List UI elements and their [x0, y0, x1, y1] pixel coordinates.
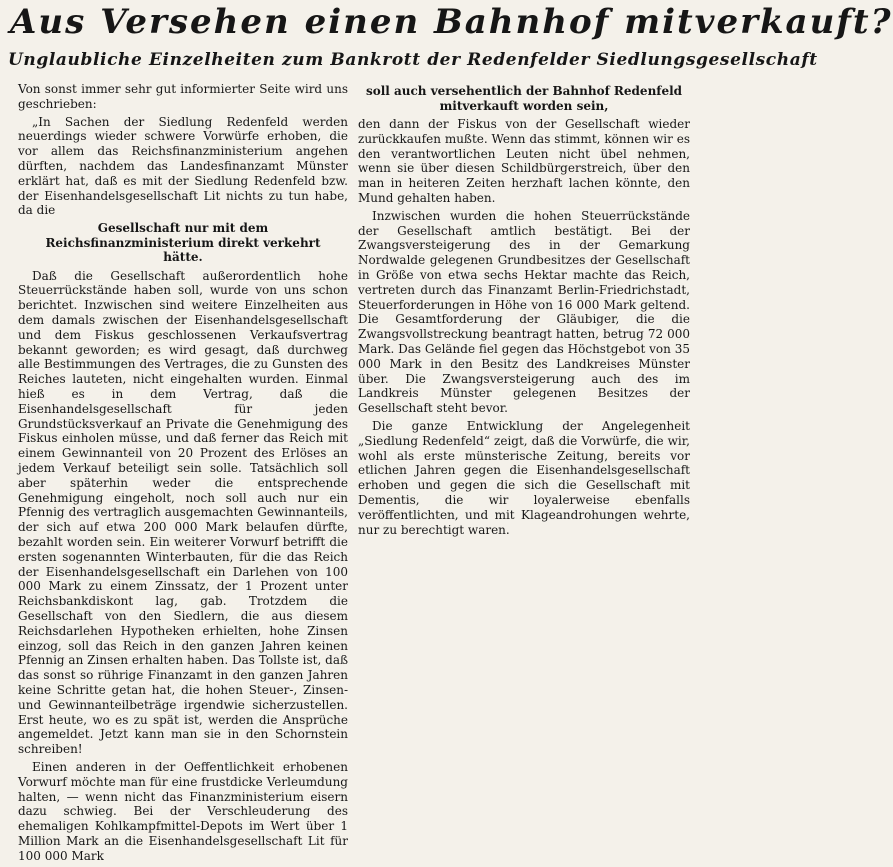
left-column	[18, 82, 348, 867]
paragraph-schildbuergerstreich: den dann der Fiskus von der Gesellschaft wieder zurückkaufen mußte. Wenn das stimmt, können wir es den verantwortlichen Leuten nicht übel nehmen, wenn sie über diesen Schildbürgerstreich, über den man in heiteren Zeiten herzhaft lachen könnte, den Mund gehalten haben.	[358, 117, 690, 205]
right-column	[358, 82, 690, 540]
paragraph-verleumdung: Einen anderen in der Oeffentlichkeit erhobenen Vorwurf möchte man für eine frustdicke Verleumdung halten, — wenn nicht das Finanzministerium eisern dazu schwieg. Bei der Verschleuderung des ehemaligen Kohlkampfmittel-Depots im Wert über 1 Million Mark an die Eisenhandelsgesellschaft Lit für 100 000 Mark	[18, 759, 348, 863]
paragraph-siedlung-redenfeld: „In Sachen der Siedlung Redenfeld werden neuerdings wieder schwere Vorwürfe erhoben, die vor allem das Reichsfinanzministerium angehen dürften, nachdem das Landesfinanzamt Münster erklärt hat, daß es mit der Siedlung Redenfeld bzw. der Eisenhandelsgesellschaft Lit nichts zu tun habe, da die	[18, 114, 348, 218]
subheading-reichsfinanzministerium: Gesellschaft nur mit dem Reichsfinanzministerium direkt verkehrt hätte.	[45, 221, 321, 265]
paragraph-steuerrueckstaende: Daß die Gesellschaft außerordentlich hohe Steuerrückstände haben soll, wurde von uns schon berichtet. Inzwischen sind weitere Einzelheiten aus dem damals zwischen der Eisenhandelsgesellschaft und dem Fiskus geschlossenen Verkaufsvertrag bekannt geworden; es wird gesagt, daß durchweg alle Bestimmungen des Vertrages, die zu Gunsten des Reiches lauteten, nicht eingehalten wurden. Einmal hieß es in dem Vertrag, daß die Eisenhandelsgesellschaft für jeden Grundstücksverkauf an Private die Genehmigung des Fiskus einholen müsse, und daß ferner das Reich mit einem Gewinnanteil von 20 Prozent des Erlöses an jedem Verkauf beteiligt sein solle. Tatsächlich soll aber späterhin weder die entsprechende Genehmigung eingeholt, noch soll auch nur ein Pfennig des vertraglich ausgemachten Gewinnanteils, der sich auf etwa 200 000 Mark belaufen dürfte, bezahlt worden sein. Ein weiterer Vorwurf betrifft die ersten sogenannten Winterbauten, für die das Reich der Eisenhandelsgesellschaft ein Darlehen von 100 000 Mark zu einem Zinssatz, der 1 Prozent unter Reichsbankdiskont lag, gab. Trotzdem die Gesellschaft von den Siedlern, die aus diesem Reichsdarlehen Hypotheken erhielten, hohe Zinsen einzog, soll das Reich in den ganzen Jahren keinen Pfennig an Zinsen erhalten haben. Das Tollste ist, daß das sonst so rührige Finanzamt in den ganzen Jahren keine Schritte getan hat, die hohen Steuer-, Zinsen- und Gewinnanteilbeträge irgendwie sicherzustellen. Erst heute, wo es zu spät ist, werden die Ansprüche angemeldet. Jetzt kann man sie in den Schornstein schreiben!	[18, 268, 348, 757]
subheading-bahnhof: soll auch versehentlich der Bahnhof Redenfeld mitverkauft worden sein,	[365, 84, 683, 113]
subheadline: Unglaubliche Einzelheiten zum Bankrott der Redenfelder Siedlungsgesellschaft	[8, 50, 818, 70]
headline: Aus Versehen einen Bahnhof mitverkauft?	[10, 2, 893, 42]
paragraph-zwangsversteigerung: Inzwischen wurden die hohen Steuerrückstände der Gesellschaft amtlich bestätigt. Bei der Zwangsversteigerung des in der Gemarkung Nordwalde gelegenen Grundbesitzes der Gesellschaft in Größe von etwa sechs Hektar machte das Reich, vertreten durch das Finanzamt Berlin-Friedrichstadt, Steuerforderungen in Höhe von 16 000 Mark geltend. Die Gesamtforderung der Gläubiger, die die Zwangsvollstreckung beantragt hatten, betrug 72 000 Mark. Das Gelände fiel gegen das Höchstgebot von 35 000 Mark in den Besitz des Landkreises Münster über. Die Zwangsversteigerung auch des im Landkreis Münster gelegenen Besitzes der Gesellschaft steht bevor.	[358, 208, 690, 416]
intro-paragraph: Von sonst immer sehr gut informierter Seite wird uns geschrieben:	[18, 82, 348, 111]
paragraph-entwicklung: Die ganze Entwicklung der Angelegenheit „Siedlung Redenfeld“ zeigt, daß die Vorwürfe, die wir, wohl als erste münsterische Zeitung, bereits vor etlichen Jahren gegen die Eisenhandelsgesellschaft erhoben und gegen die sich die Gesellschaft mit Dementis, die wir loyalerweise ebenfalls veröffentlichten, und mit Klageandrohungen wehrte, nur zu berechtigt waren.	[358, 418, 690, 537]
